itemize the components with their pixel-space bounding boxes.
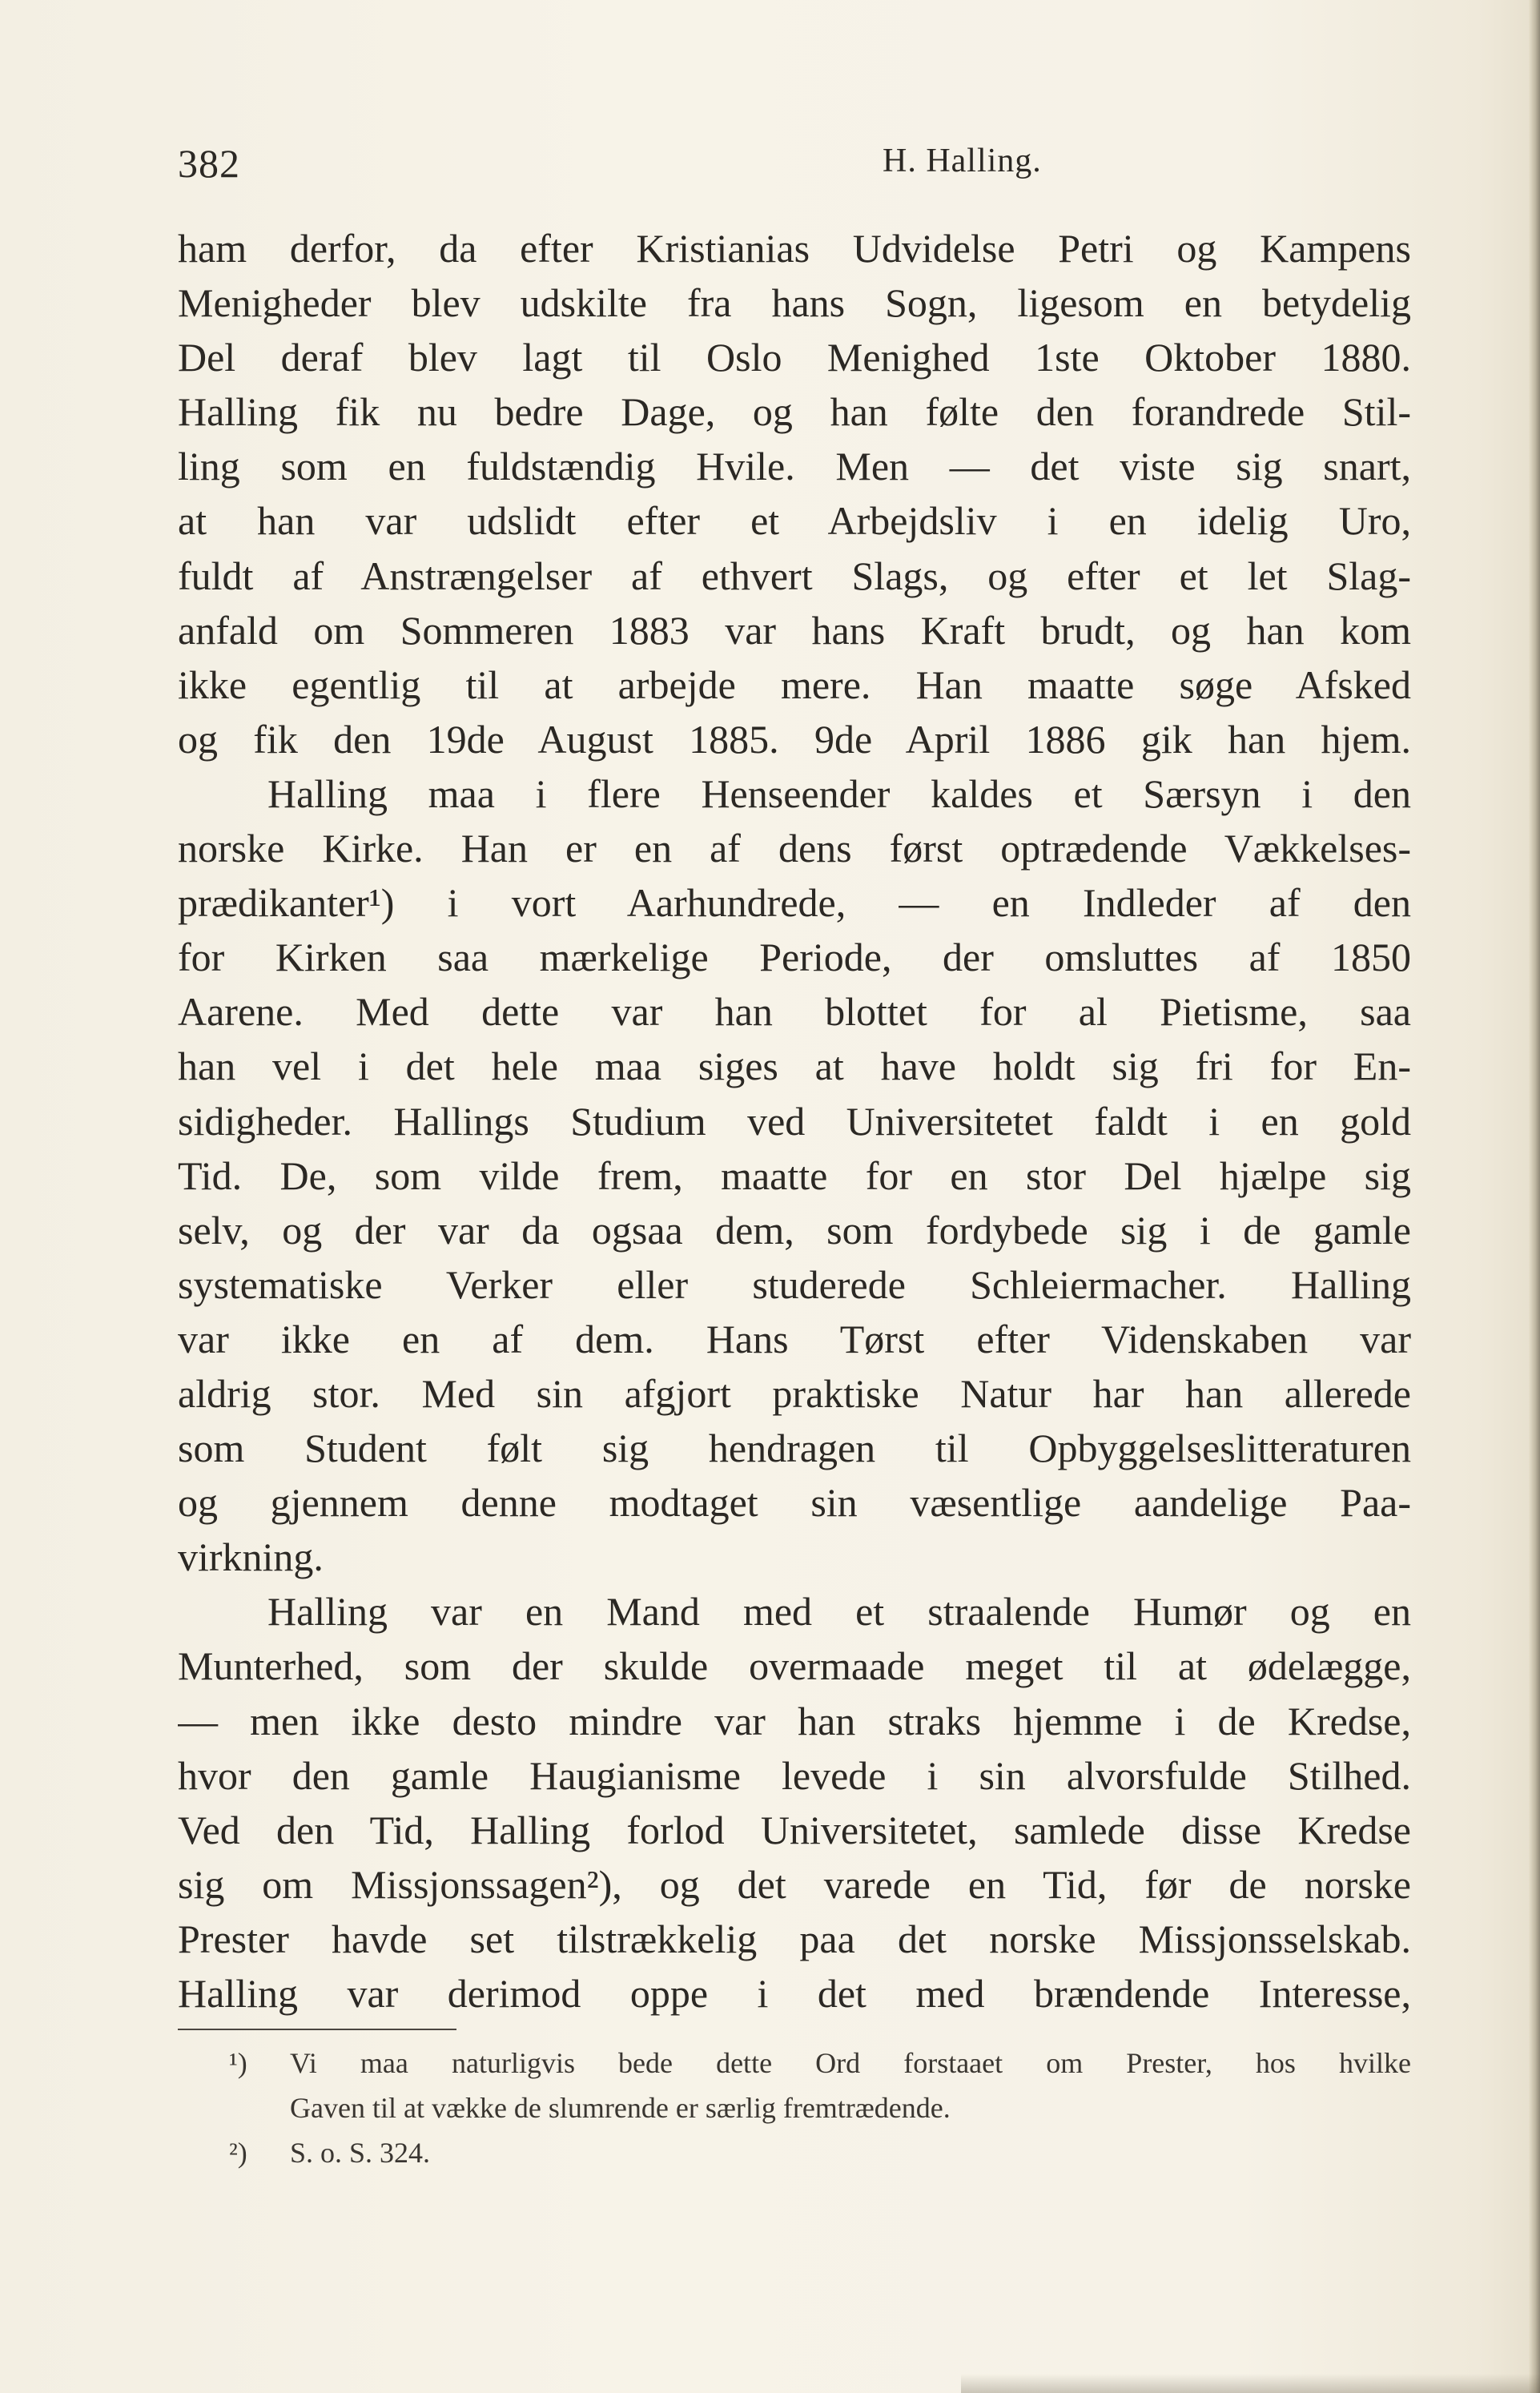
text-line: norske Kirke. Han er en af dens først optrædende Vækkelses- (178, 826, 1411, 871)
text-line: prædikanter¹) i vort Aarhundrede, — en Indleder af den (178, 880, 1411, 926)
footnote-1-continuation: Gaven til at vække de slumrende er særlig fremtrædende. (290, 2092, 951, 2124)
text-line: sidigheder. Hallings Studium ved Universitetet faldt i en gold (178, 1098, 1411, 1144)
text-line: selv, og der var da ogsaa dem, som fordybede sig i de gamle (178, 1207, 1411, 1253)
text-line: ham derfor, da efter Kristianias Udvidelse Petri og Kampens (178, 226, 1411, 271)
text-line: Aarene. Med dette var han blottet for al Pietisme, saa (178, 989, 1411, 1035)
text-line: systematiske Verker eller studerede Schleiermacher. Halling (178, 1261, 1411, 1307)
footnote-text: S. o. S. 324. (290, 2137, 431, 2169)
text-line: Munterhed, som der skulde overmaade meget til at ødelægge, (178, 1643, 1411, 1689)
text-line: Halling var derimod oppe i det med brændende Interesse, (178, 1971, 1411, 2016)
footnote-2 (178, 2130, 1411, 2175)
footnotes (178, 2041, 1411, 2175)
text-line: virkning. (178, 1534, 324, 1580)
text-line: og gjennem denne modtaget sin væsentlige aandelige Paa- (178, 1480, 1411, 1526)
text-line: hvor den gamle Haugianisme levede i sin alvorsfulde Stilhed. (178, 1752, 1411, 1798)
text-line: Halling maa i flere Henseender kaldes et Særsyn i den (267, 770, 1411, 816)
text-line: ikke egentlig til at arbejde mere. Han maatte søge Afsked (178, 662, 1411, 707)
text-line: Tid. De, som vilde frem, maatte for en stor Del hjælpe sig (178, 1152, 1411, 1198)
text-line: fuldt af Anstrængelser af ethvert Slags, og efter et let Slag- (178, 553, 1411, 598)
text-line: anfald om Sommeren 1883 var hans Kraft brudt, og han kom (178, 607, 1411, 653)
footnote-text: Vi maa naturligvis bede dette Ord forstaaet om Prester, hos hvilke (290, 2047, 1411, 2079)
text-line: som Student følt sig hendragen til Opbyggelseslitteraturen (178, 1426, 1411, 1471)
text-line: var ikke en af dem. Hans Tørst efter Videnskaben var (178, 1316, 1411, 1361)
text-line: han vel i det hele maa siges at have holdt sig fri for En- (178, 1044, 1411, 1089)
text-line: — men ikke desto mindre var han straks hjemme i de Kredse, (178, 1698, 1411, 1743)
page-header (178, 132, 1411, 188)
text-line: Ved den Tid, Halling forlod Universitetet, samlede disse Kredse (178, 1807, 1411, 1852)
text-line: aldrig stor. Med sin afgjort praktiske Natur har han allerede (178, 1370, 1411, 1416)
text-line: sig om Missjonssagen²), og det varede en Tid, før de norske (178, 1861, 1411, 1907)
text-line: ling som en fuldstændig Hvile. Men — det viste sig snart, (178, 444, 1411, 489)
footnote-mark: ¹) (229, 2047, 247, 2079)
text-line: for Kirken saa mærkelige Periode, der omsluttes af 1850 (178, 935, 1411, 980)
text-line: Halling var en Mand med et straalende Humør og en (267, 1589, 1411, 1635)
running-head: H. Halling. (883, 143, 1042, 179)
footnote-1 (178, 2041, 1411, 2085)
page-edge (1529, 0, 1540, 2393)
text-line: at han var udslidt efter et Arbejdsliv i en idelig Uro, (178, 498, 1411, 544)
text-line: Prester havde set tilstrækkelig paa det norske Missjonsselskab. (178, 1916, 1411, 1961)
text-line: Del deraf blev lagt til Oslo Menighed 1ste Oktober 1880. (178, 335, 1411, 380)
text-line: og fik den 19de August 1885. 9de April 1886 gik han hjem. (178, 716, 1411, 762)
body-text (178, 221, 1411, 2021)
page-shadow (961, 2374, 1540, 2393)
footnote-mark: ²) (229, 2137, 247, 2169)
text-line: Halling fik nu bedre Dage, og han følte den forandrede Stil- (178, 389, 1411, 435)
footnote-rule (178, 2029, 456, 2030)
page-number: 382 (178, 141, 240, 186)
text-line: Menigheder blev udskilte fra hans Sogn, ligesom en betydelig (178, 280, 1411, 326)
